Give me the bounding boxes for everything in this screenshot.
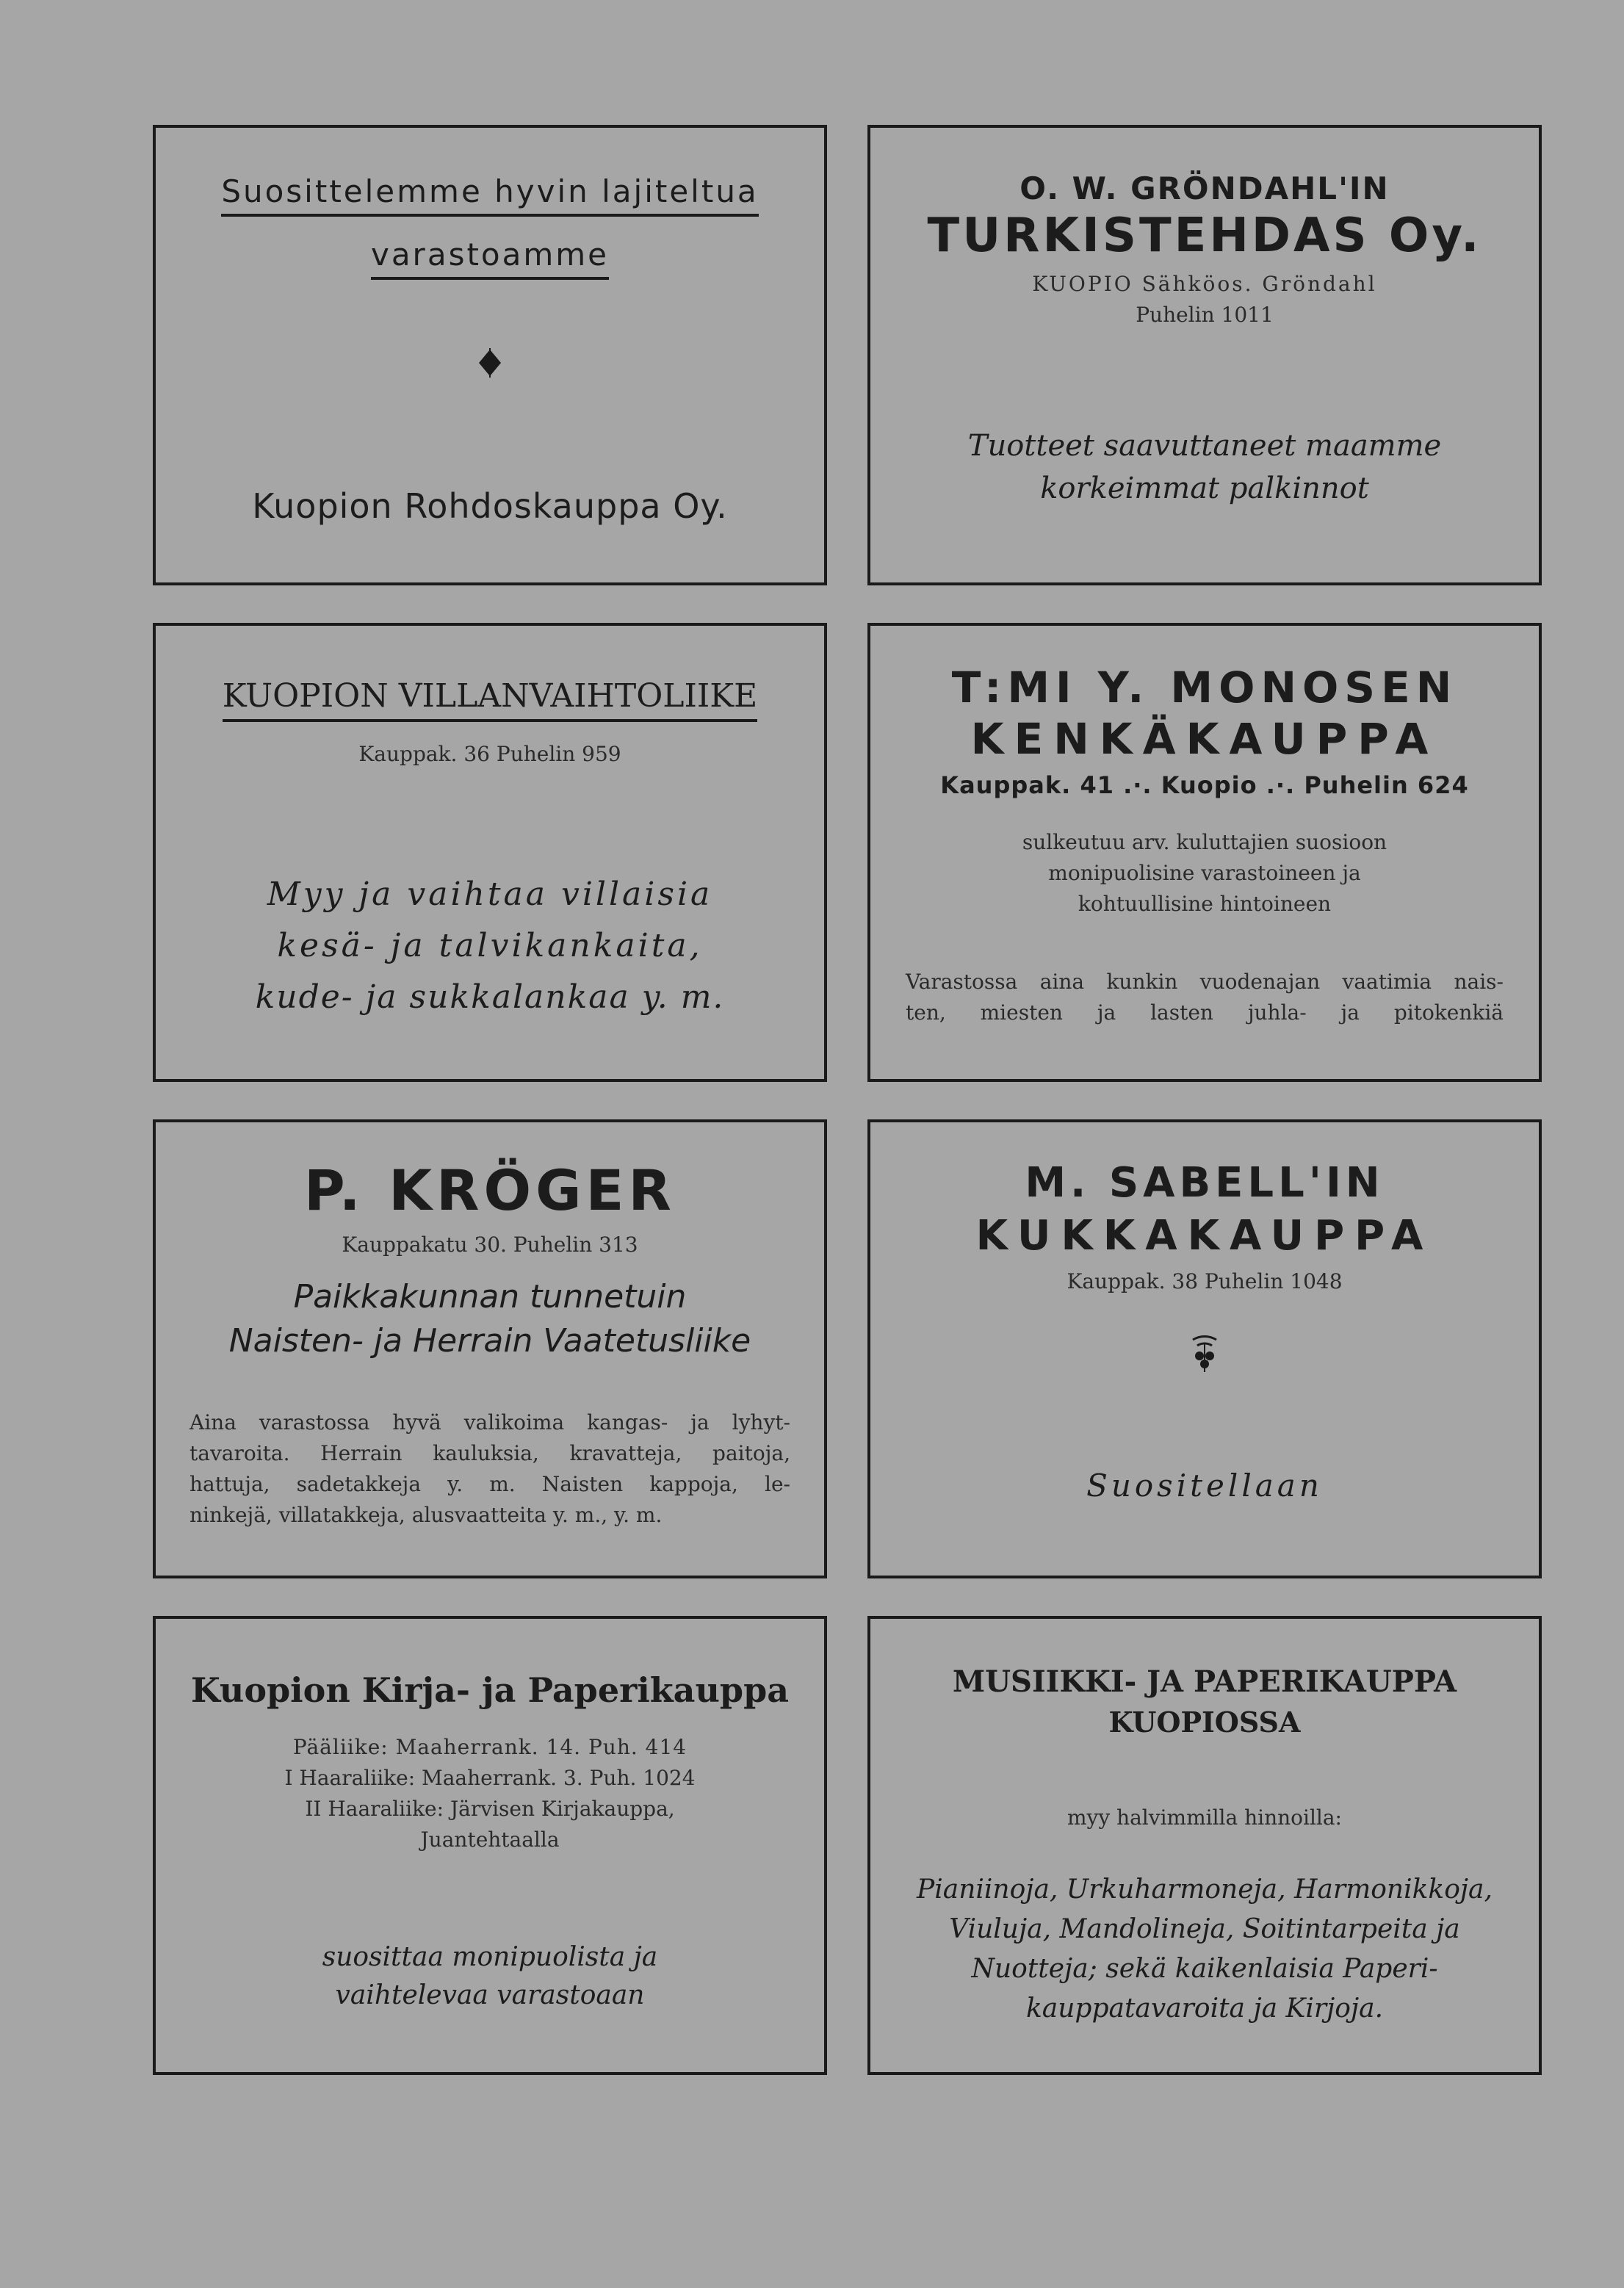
kirja-slogan-1: suosittaa monipuolista ja [322,1942,658,1972]
musiikki-list-1: Pianiinoja, Urkuharmoneja, Harmonikkoja, [917,1874,1493,1905]
sabell-slogan: Suositellaan [1086,1468,1323,1504]
kroger-text-4: ninkejä, villatakkeja, alusvaatteita y. m., y. m. [190,1503,663,1527]
mononen-name: T:MI Y. MONOSEN [951,663,1458,712]
diamond-ornament-icon [477,348,502,378]
ad-kroger [153,1119,827,1578]
musiikki-title-1: MUSIIKKI- JA PAPERIKAUPPA [952,1664,1457,1699]
mononen-company: KENKÄKAUPPA [970,714,1439,764]
kroger-text-1: Aina varastossa hyvä valikoima kangas- ja lyhyt- [190,1410,790,1434]
flower-ornament-icon [1190,1334,1219,1374]
musiikki-list-3: Nuotteja; sekä kaikenlaisia Paperi- [971,1954,1438,1984]
villa-title: KUOPION VILLANVAIHTOLIIKE [223,677,758,722]
mononen-text-5: ten, miesten ja lasten juhla- ja pitokenkiä [906,1000,1504,1025]
mononen-text-4: Varastossa aina kunkin vuodenajan vaatimia nais- [906,970,1504,994]
grondahl-address: KUOPIO Sähköos. Gröndahl [1032,272,1377,296]
kroger-address: Kauppakatu 30. Puhelin 313 [342,1233,638,1257]
musiikki-title-2: KUOPIOSSA [1108,1706,1301,1739]
mononen-text-3: kohtuullisine hintoineen [1078,892,1332,916]
kirja-row-4: Juantehtaalla [420,1827,560,1852]
sabell-address: Kauppak. 38 Puhelin 1048 [1067,1269,1343,1293]
kroger-text-2: tavaroita. Herrain kauluksia, kravatteja, paitoja, [190,1441,790,1465]
grondahl-company: TURKISTEHDAS Oy. [927,209,1482,263]
grondahl-name: O. W. GRÖNDAHL'IN [1019,170,1390,206]
ad-musiikki-ja-paperikauppa [867,1616,1542,2075]
rohdos-company: Kuopion Rohdoskauppa Oy. [252,486,728,526]
ad-rohdoskauppa [153,125,827,585]
kroger-slogan-1: Paikkakunnan tunnetuin [293,1278,687,1316]
mononen-text-2: monipuolisine varastoineen ja [1048,861,1361,885]
kroger-text-3: hattuja, sadetakkeja y. m. Naisten kappoja, le- [190,1472,790,1496]
rohdos-headline-2: varastoamme [371,237,609,280]
grondahl-phone: Puhelin 1011 [1136,303,1274,327]
musiikki-list-4: kauppatavaroita ja Kirjoja. [1025,1993,1384,2024]
musiikki-subtitle: myy halvimmilla hinnoilla: [1067,1805,1342,1830]
sabell-company: KUKKAKAUPPA [975,1212,1434,1260]
ad-monosen-kenkakauppa [867,623,1542,1082]
villa-address: Kauppak. 36 Puhelin 959 [358,742,621,766]
ad-sabell-kukkakauppa [867,1119,1542,1578]
ad-grondahl [867,125,1542,585]
grondahl-slogan-1: Tuotteet saavuttaneet maamme [967,429,1442,463]
kirja-slogan-2: vaihtelevaa varastoaan [335,1980,645,2010]
kirja-row-1: Pääliike: Maaherrank. 14. Puh. 414 [292,1735,688,1759]
villa-line-1: Myy ja vaihtaa villaisia [267,876,713,913]
grondahl-slogan-2: korkeimmat palkinnot [1040,472,1369,505]
sabell-name: M. SABELL'IN [1025,1159,1385,1207]
kirja-title: Kuopion Kirja- ja Paperikauppa [190,1670,790,1710]
mononen-text-1: sulkeutuu arv. kuluttajien suosioon [1022,830,1387,854]
mononen-address: Kauppak. 41 .·. Kuopio .·. Puhelin 624 [940,771,1469,799]
kirja-row-3: II Haaraliike: Järvisen Kirjakauppa, [305,1797,675,1821]
musiikki-list-2: Viuluja, Mandolineja, Soitintarpeita ja [949,1914,1460,1944]
ad-villanvaihtoliike [153,623,827,1082]
villa-line-2: kesä- ja talvikankaita, [277,927,703,964]
kroger-slogan-2: Naisten- ja Herrain Vaatetusliike [228,1322,751,1360]
kirja-row-2: I Haaraliike: Maaherrank. 3. Puh. 1024 [284,1766,696,1790]
rohdos-headline-1: Suosittelemme hyvin lajiteltua [221,173,758,217]
kroger-name: P. KRÖGER [304,1158,676,1223]
ad-kirja-ja-paperikauppa [153,1616,827,2075]
villa-line-3: kude- ja sukkalankaa y. m. [255,978,725,1016]
